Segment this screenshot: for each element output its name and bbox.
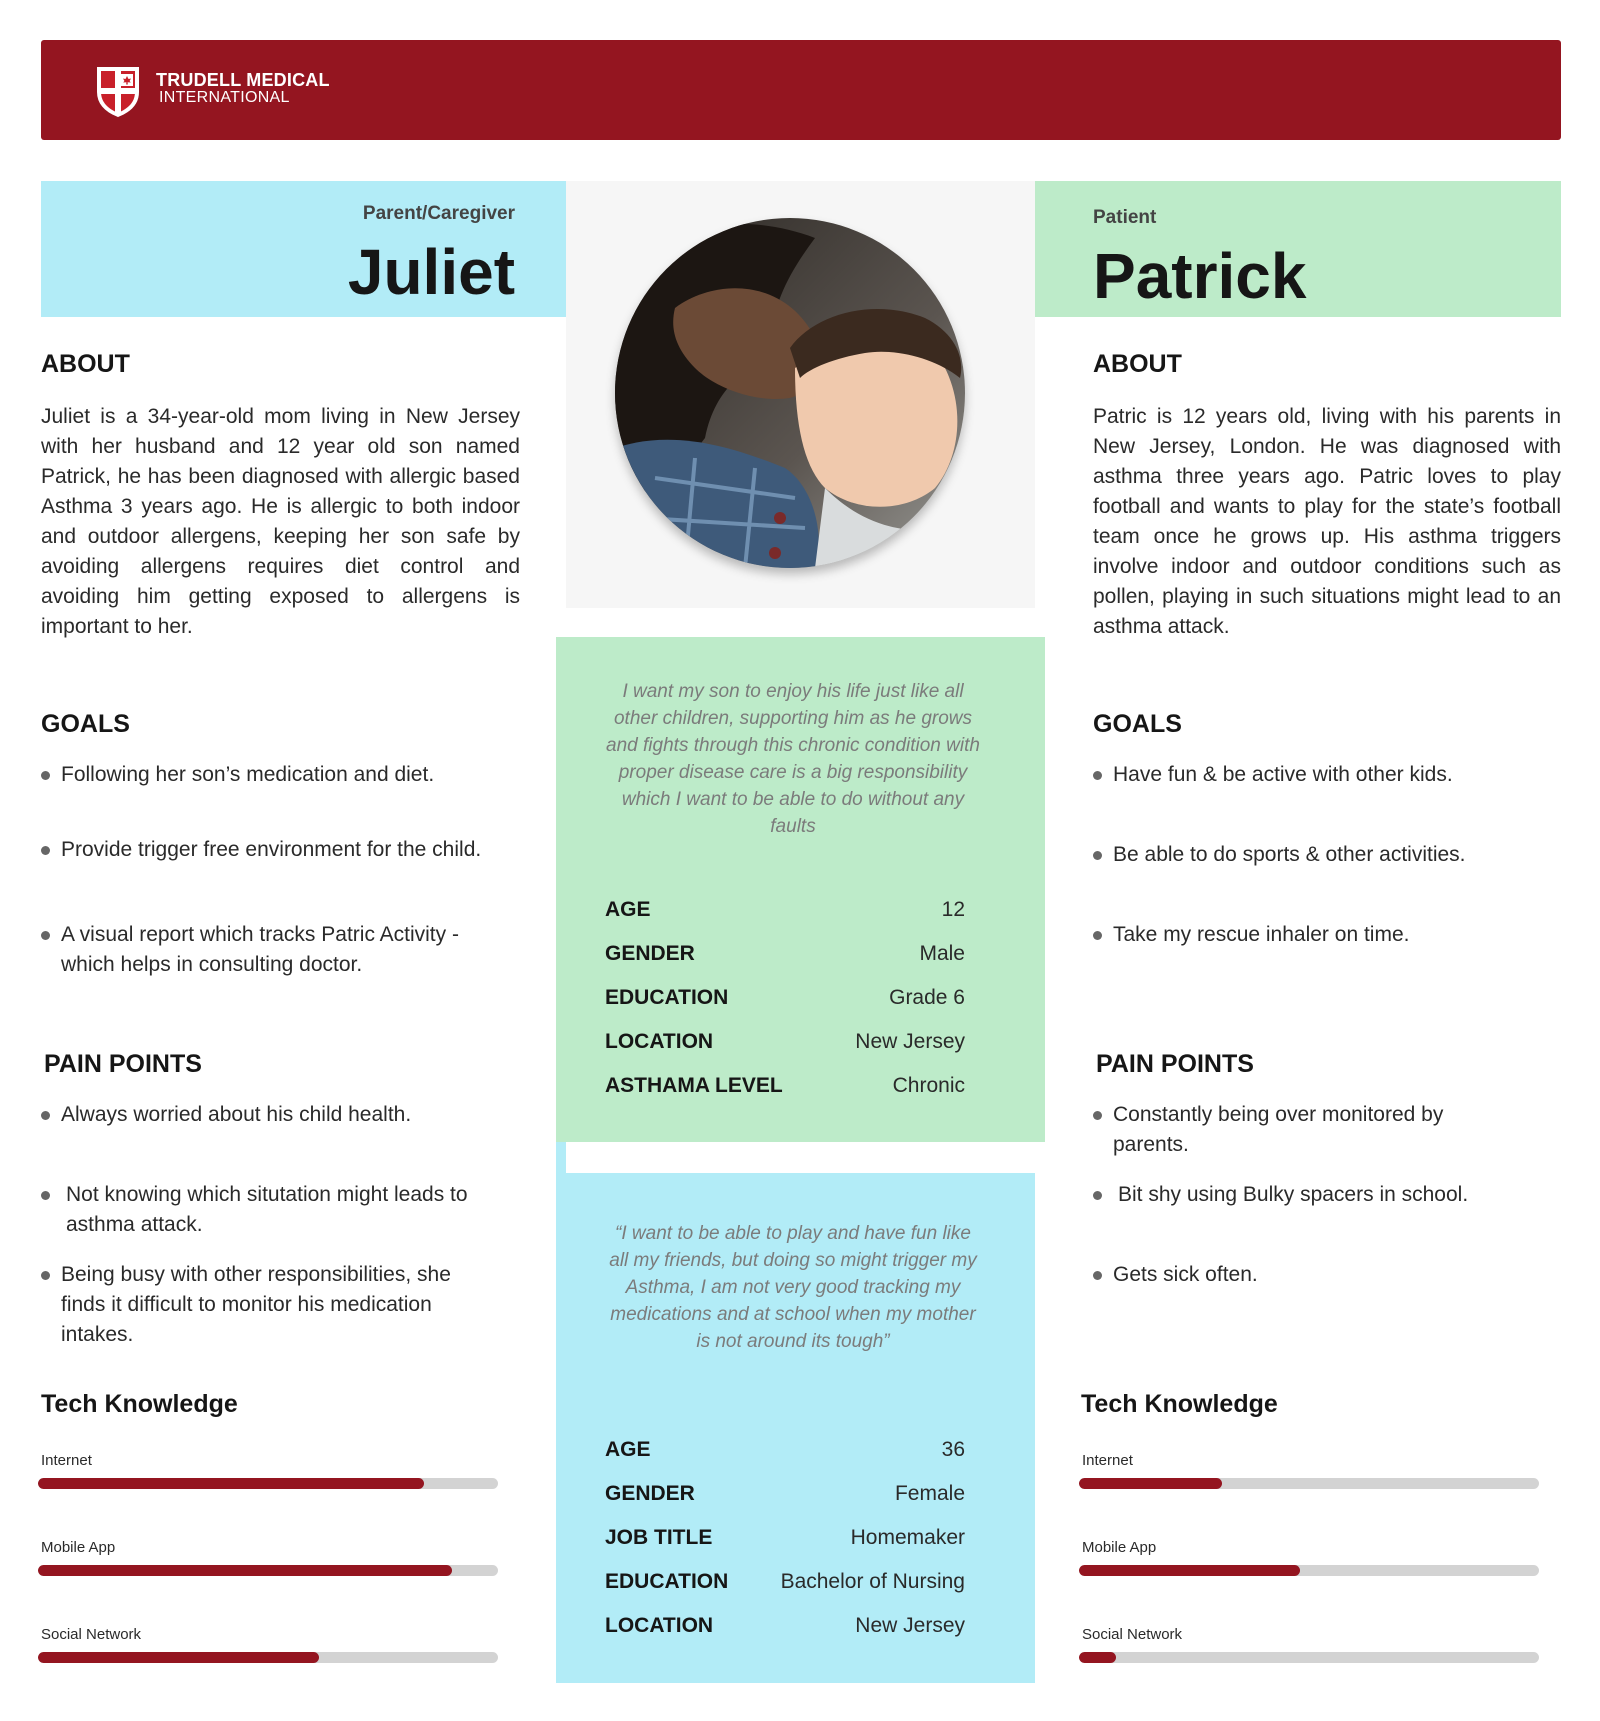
juliet-goals-title: GOALS <box>41 710 130 738</box>
juliet-name: Juliet <box>347 236 515 308</box>
patrick-pain-item: Bit shy using Bulky spacers in school. <box>1093 1180 1553 1210</box>
brand-subtitle: INTERNATIONAL <box>159 89 290 106</box>
patrick-pain-item: Constantly being over monitored by parents. <box>1093 1100 1513 1160</box>
patrick-internet-bar <box>1079 1478 1539 1489</box>
attr-label: JOB TITLE <box>605 1526 713 1549</box>
strip-white <box>556 317 566 637</box>
attr-label: GENDER <box>605 942 695 965</box>
patrick-goal-item: Be able to do sports & other activities. <box>1093 840 1553 870</box>
attr-label: ASTHAMA LEVEL <box>605 1074 783 1097</box>
juliet-tech-label: Social Network <box>41 1626 142 1643</box>
trudell-shield-logo-icon <box>90 62 146 118</box>
juliet-goal-item: A visual report which tracks Patric Activity - which helps in consulting doctor. <box>41 920 501 980</box>
attr-value: Female <box>894 1482 965 1505</box>
attr-label: LOCATION <box>605 1614 714 1637</box>
juliet-tech-label: Internet <box>41 1452 92 1469</box>
attr-value: 12 <box>941 898 965 921</box>
patrick-about-title: ABOUT <box>1093 350 1182 378</box>
brand-name: TRUDELL MEDICAL <box>156 70 330 90</box>
patrick-about-text: Patric is 12 years old, living with his parents in New Jersey, London. He was diagnosed with asthma three years ago. Patric loves to play football and wants to play for the state’s football team once he grows up. His asthma triggers involve indoor and outdoor conditions such as pollen, playing in such situations might lead to an asthma attack. <box>1093 405 1561 638</box>
patient-quote: “I want to be able to play and have fun like all my friends, but doing so might trigger my Asthma, I am not very good tracking my medications and at school when my mother is not around its tough” <box>609 1223 977 1352</box>
attr-value: Male <box>919 942 965 965</box>
juliet-internet-bar <box>38 1478 498 1489</box>
persona-photo <box>615 218 965 568</box>
patrick-tech-label: Internet <box>1082 1452 1133 1469</box>
juliet-goal-item: Following her son’s medication and diet. <box>41 760 501 790</box>
green-panel-edge <box>556 637 566 1142</box>
blue-panel-edge <box>556 1173 566 1683</box>
juliet-pain-item: Always worried about his child health. <box>41 1100 501 1130</box>
patrick-social-network-bar <box>1079 1652 1539 1663</box>
juliet-pain-title: PAIN POINTS <box>44 1050 202 1078</box>
juliet-social-network-bar <box>38 1652 498 1663</box>
attr-value: New Jersey <box>855 1614 965 1637</box>
juliet-about-title: ABOUT <box>41 350 130 378</box>
juliet-role: Parent/Caregiver <box>362 203 515 224</box>
patrick-tech-label: Mobile App <box>1082 1539 1157 1556</box>
attr-value: Bachelor of Nursing <box>780 1570 965 1593</box>
patrick-pain-title: PAIN POINTS <box>1096 1050 1254 1078</box>
attr-label: AGE <box>605 898 651 921</box>
bar-fill <box>1079 1652 1116 1663</box>
patrick-tech-title: Tech Knowledge <box>1081 1390 1278 1418</box>
mother-and-son-image <box>615 218 965 568</box>
bar-fill <box>38 1478 424 1489</box>
attr-value: Chronic <box>892 1074 965 1097</box>
patrick-goal-item: Take my rescue inhaler on time. <box>1093 920 1553 950</box>
attr-label: EDUCATION <box>605 1570 729 1593</box>
bar-fill <box>1079 1565 1300 1576</box>
patrick-role: Patient <box>1093 207 1157 228</box>
attr-value: Homemaker <box>850 1526 965 1549</box>
juliet-tech-title: Tech Knowledge <box>41 1390 238 1418</box>
attr-value: Grade 6 <box>889 986 965 1009</box>
attr-value: New Jersey <box>855 1030 965 1053</box>
patrick-tech-label: Social Network <box>1082 1626 1183 1643</box>
attr-label: GENDER <box>605 1482 695 1505</box>
attr-label: LOCATION <box>605 1030 714 1053</box>
juliet-pain-item: Not knowing which situtation might leads to asthma attack. <box>41 1180 501 1240</box>
attr-label: AGE <box>605 1438 651 1461</box>
caregiver-quote: I want my son to enjoy his life just like all other children, supporting him as he grows and fights through this chronic condition with proper disease care is a big responsibility which I want to be able to do without any faults <box>606 681 980 837</box>
patrick-goals-title: GOALS <box>1093 710 1182 738</box>
bar-fill <box>1079 1478 1222 1489</box>
juliet-goal-item: Provide trigger free environment for the child. <box>41 835 501 865</box>
juliet-about-text: Juliet is a 34-year-old mom living in New Jersey with her husband and 12 year old son named Patrick, he has been diagnosed with allergic based Asthma 3 years ago. He is allergic to both indoor and outdoor allergens, keeping her son safe by avoiding allergens requires diet control and avoiding him getting exposed to allergens is important to her. <box>41 405 520 638</box>
attr-value: 36 <box>941 1438 965 1461</box>
bar-fill <box>38 1652 319 1663</box>
patrick-pain-item: Gets sick often. <box>1093 1260 1553 1290</box>
juliet-tech-label: Mobile App <box>41 1539 116 1556</box>
patrick-mobile-app-bar <box>1079 1565 1539 1576</box>
bar-fill <box>38 1565 452 1576</box>
patrick-name: Patrick <box>1093 240 1307 312</box>
patrick-goal-item: Have fun & be active with other kids. <box>1093 760 1553 790</box>
attr-label: EDUCATION <box>605 986 729 1009</box>
juliet-mobile-app-bar <box>38 1565 498 1576</box>
juliet-pain-item: Being busy with other responsibilities, she finds it difficult to monitor his medication intakes. <box>41 1260 471 1350</box>
